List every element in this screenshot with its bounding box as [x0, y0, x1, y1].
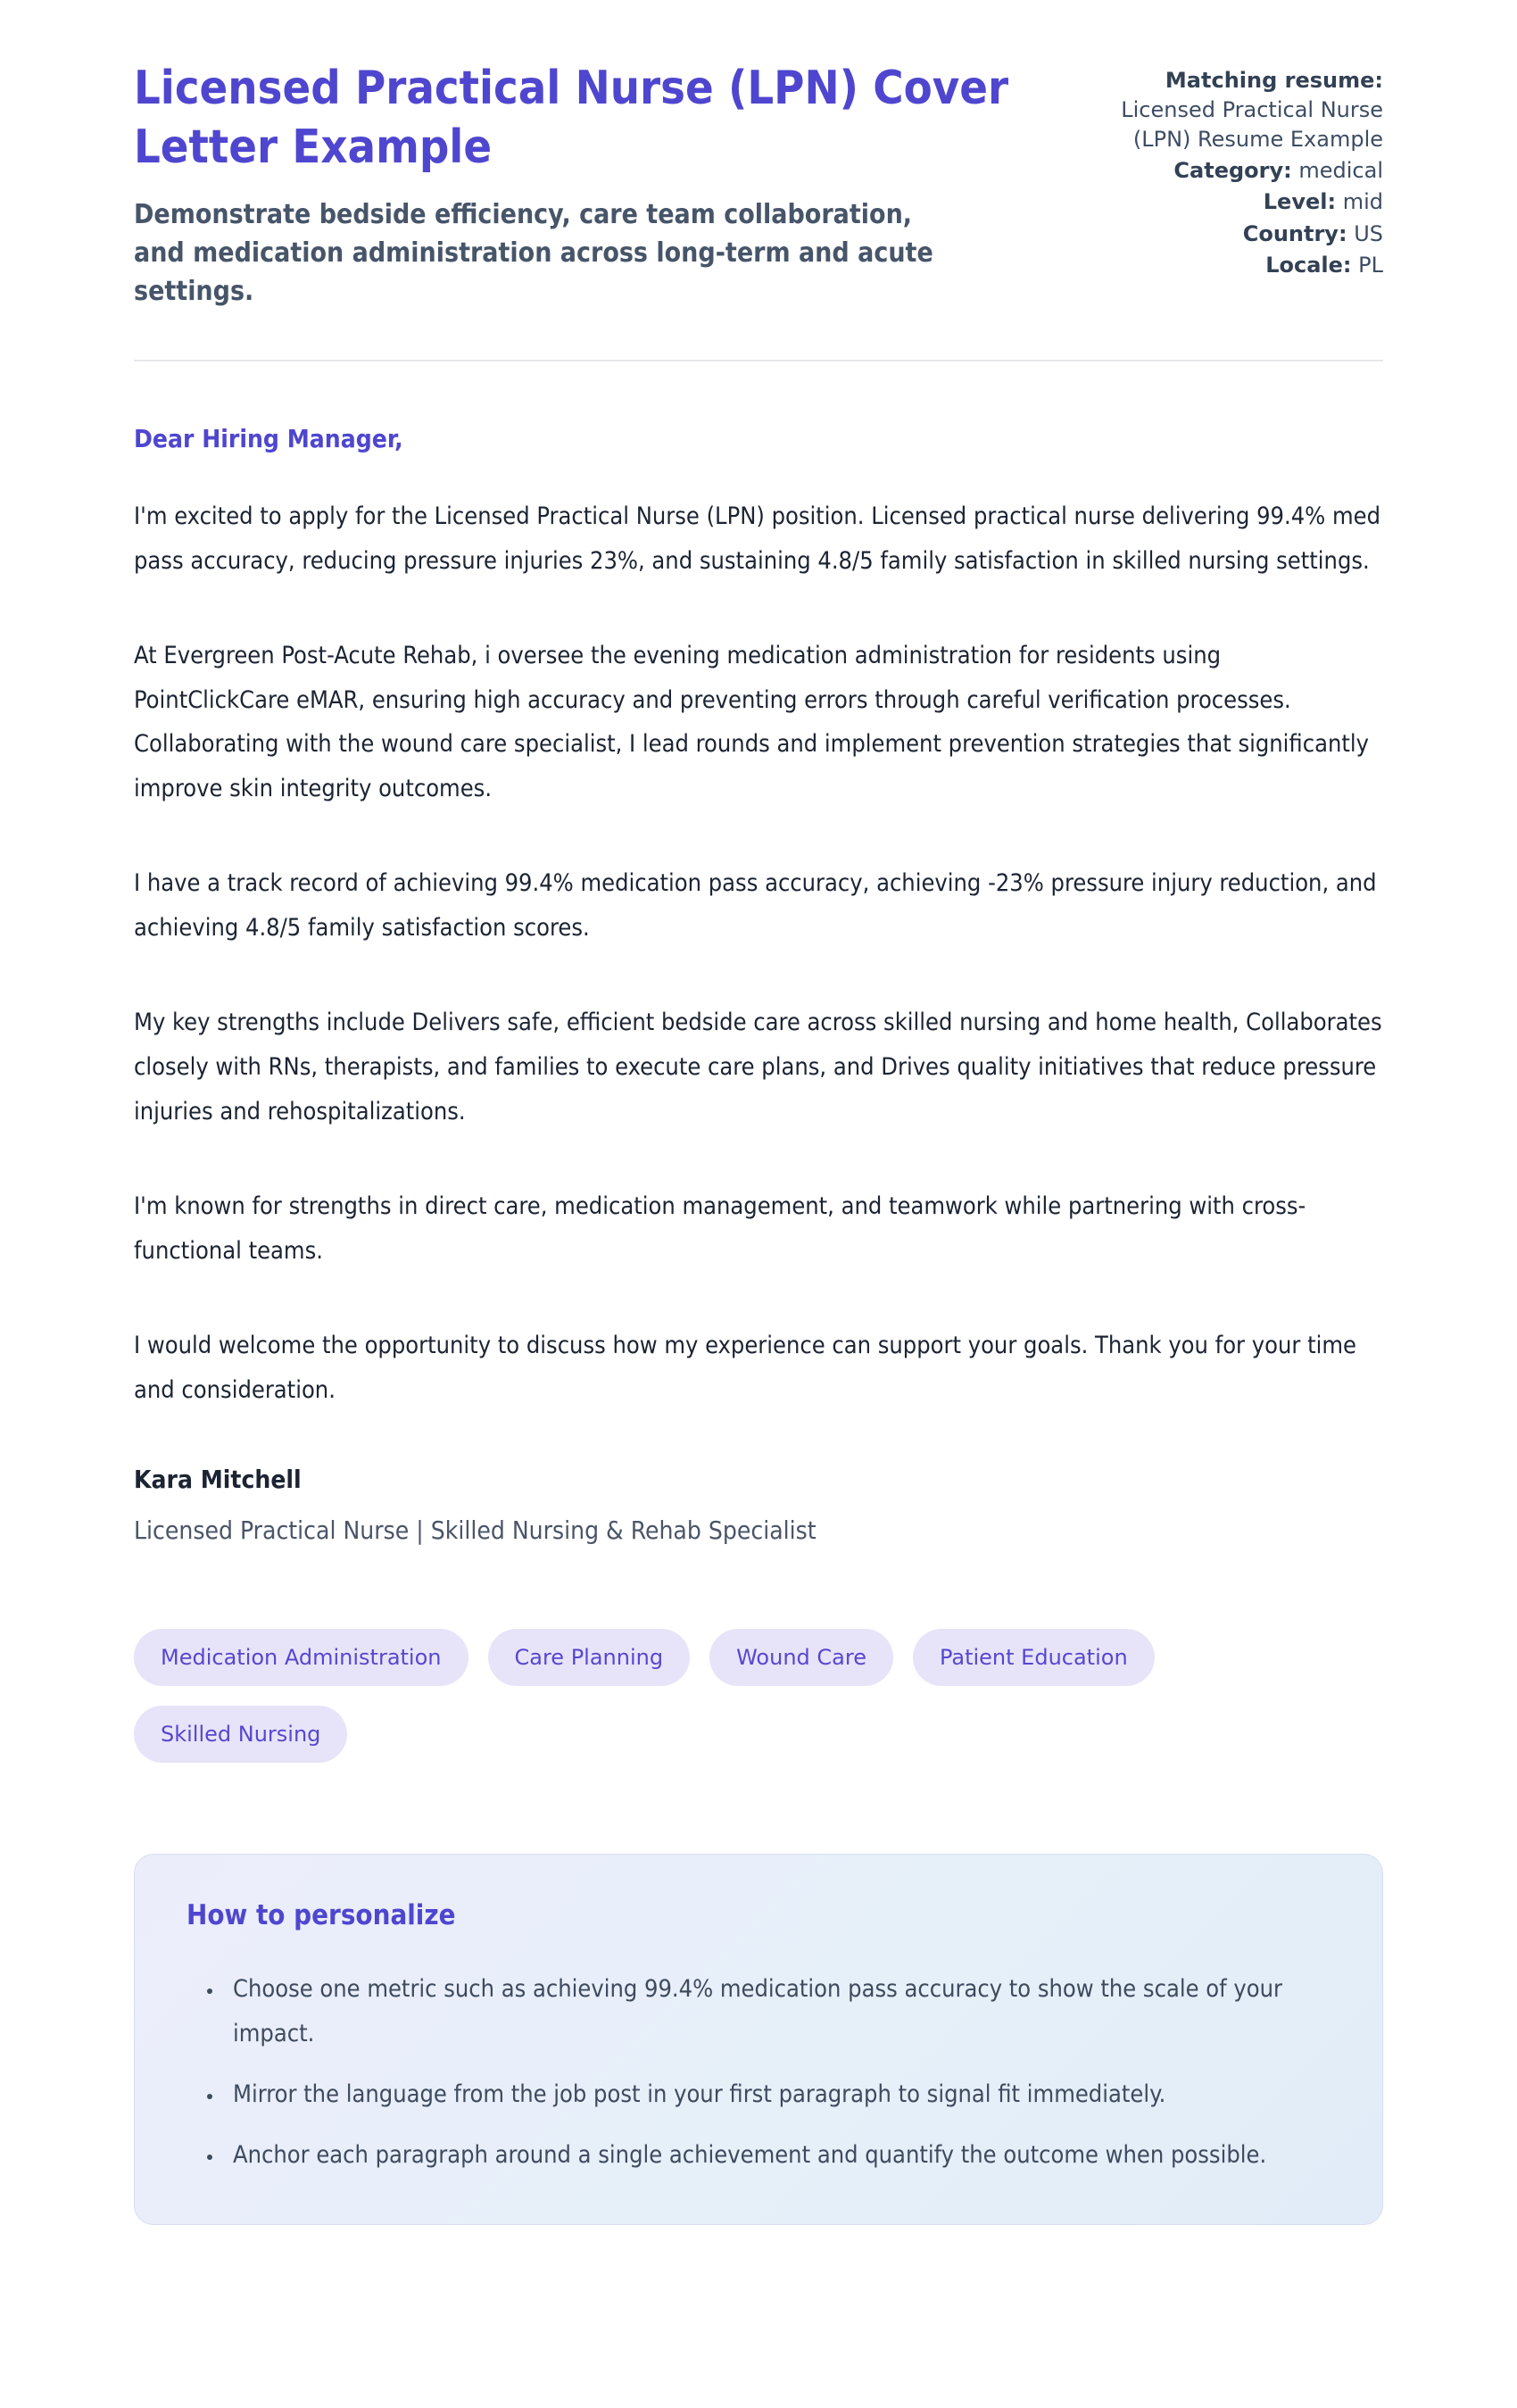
skill-tags-row: [134, 1629, 1383, 1763]
tip-item-2: • Mirror the language from the job post in your first paragraph to signal fit immediately.: [224, 2072, 1330, 2117]
meta-locale: [1080, 251, 1383, 280]
resume-meta-panel: [1080, 59, 1383, 282]
meta-country: [1080, 220, 1383, 249]
letter-paragraph-2: At Evergreen Post-Acute Rehab, i oversee the evening medication administration for residents using PointClickCare eMAR, ensuring high accuracy and preventing errors through careful verification processes. Collaborating with the wound care specialist, I lead rounds and implement prevention strategies that significantly improve skin integrity outcomes.: [134, 641, 1370, 803]
meta-level-label: Level:: [1263, 189, 1337, 215]
tip-item-3: • Anchor each paragraph around a single achievement and quantify the outcome when possible.: [224, 2133, 1330, 2178]
header-divider: [134, 360, 1383, 361]
meta-category-label: Category:: [1173, 158, 1292, 184]
meta-locale-label: Locale:: [1265, 252, 1352, 278]
letter-paragraph-6: I would welcome the opportunity to discuss how my experience can support your goals. Thank you for your time and consideration.: [134, 1331, 1356, 1404]
skill-tag-skilled-nursing: Skilled Nursing: [134, 1706, 347, 1763]
cover-letter-page: [134, 0, 1383, 2279]
meta-category-value: medical: [1298, 158, 1383, 184]
skill-tag-patient-education: Patient Education: [913, 1629, 1155, 1686]
personalize-box: [134, 1854, 1383, 2225]
letter-greeting: Dear Hiring Manager,: [134, 423, 403, 453]
cover-letter-body: [134, 424, 1383, 1545]
meta-level-value: mid: [1342, 189, 1383, 215]
meta-country-label: Country:: [1242, 220, 1347, 246]
signature-name: Kara Mitchell: [134, 1464, 302, 1494]
letter-paragraph-3: I have a track record of achieving 99.4% medication pass accuracy, achieving -23% pressure injury reduction, and achieving 4.8/5 family satisfaction scores.: [134, 869, 1377, 942]
page-title: Licensed Practical Nurse (LPN) Cover Letter Example: [134, 62, 1009, 175]
signature-role: Licensed Practical Nurse | Skilled Nursing & Rehab Specialist: [134, 1515, 817, 1545]
skill-tag-wound-care: Wound Care: [709, 1629, 893, 1686]
title-block: [134, 59, 1026, 311]
page-header: [134, 59, 1383, 311]
meta-locale-value: PL: [1358, 252, 1383, 278]
skill-tag-care-planning: Care Planning: [488, 1629, 691, 1686]
meta-country-value: US: [1354, 220, 1383, 246]
skill-tag-medication-administration: Medication Administration: [134, 1629, 468, 1686]
tip-item-1: • Choose one metric such as achieving 99.4% medication pass accuracy to show the scale of your impact.: [224, 1967, 1330, 2056]
meta-level: [1080, 187, 1383, 217]
letter-paragraph-5: I'm known for strengths in direct care, medication management, and teamwork while partnering with cross-functional teams.: [134, 1192, 1306, 1265]
letter-paragraph-4: My key strengths include Delivers safe, efficient bedside care across skilled nursing and home health, Collaborates closely with RNs, therapists, and families to execute care plans, and Drives quality initiatives that reduce pressure injuries and rehospitalizations.: [134, 1009, 1382, 1126]
letter-paragraph-1: I'm excited to apply for the Licensed Practical Nurse (LPN) position. Licensed practical nurse delivering 99.4% med pass accuracy, reducing pressure injuries 23%, and sustaining 4.8/5 family satisfaction in skilled nursing settings.: [134, 502, 1381, 575]
page-subtitle: Demonstrate bedside efficiency, care team collaboration, and medication administration across long-term and acute settings.: [134, 199, 933, 307]
signature-block: [134, 1465, 1383, 1545]
meta-matching-resume: [1080, 66, 1383, 154]
personalize-heading: How to personalize: [187, 1898, 456, 1931]
personalize-tips-list: [187, 1967, 1330, 2178]
meta-category: [1080, 156, 1383, 186]
meta-matching-resume-value: Licensed Practical Nurse (LPN) Resume Example: [1121, 97, 1383, 153]
meta-matching-resume-label: Matching resume:: [1165, 68, 1383, 93]
